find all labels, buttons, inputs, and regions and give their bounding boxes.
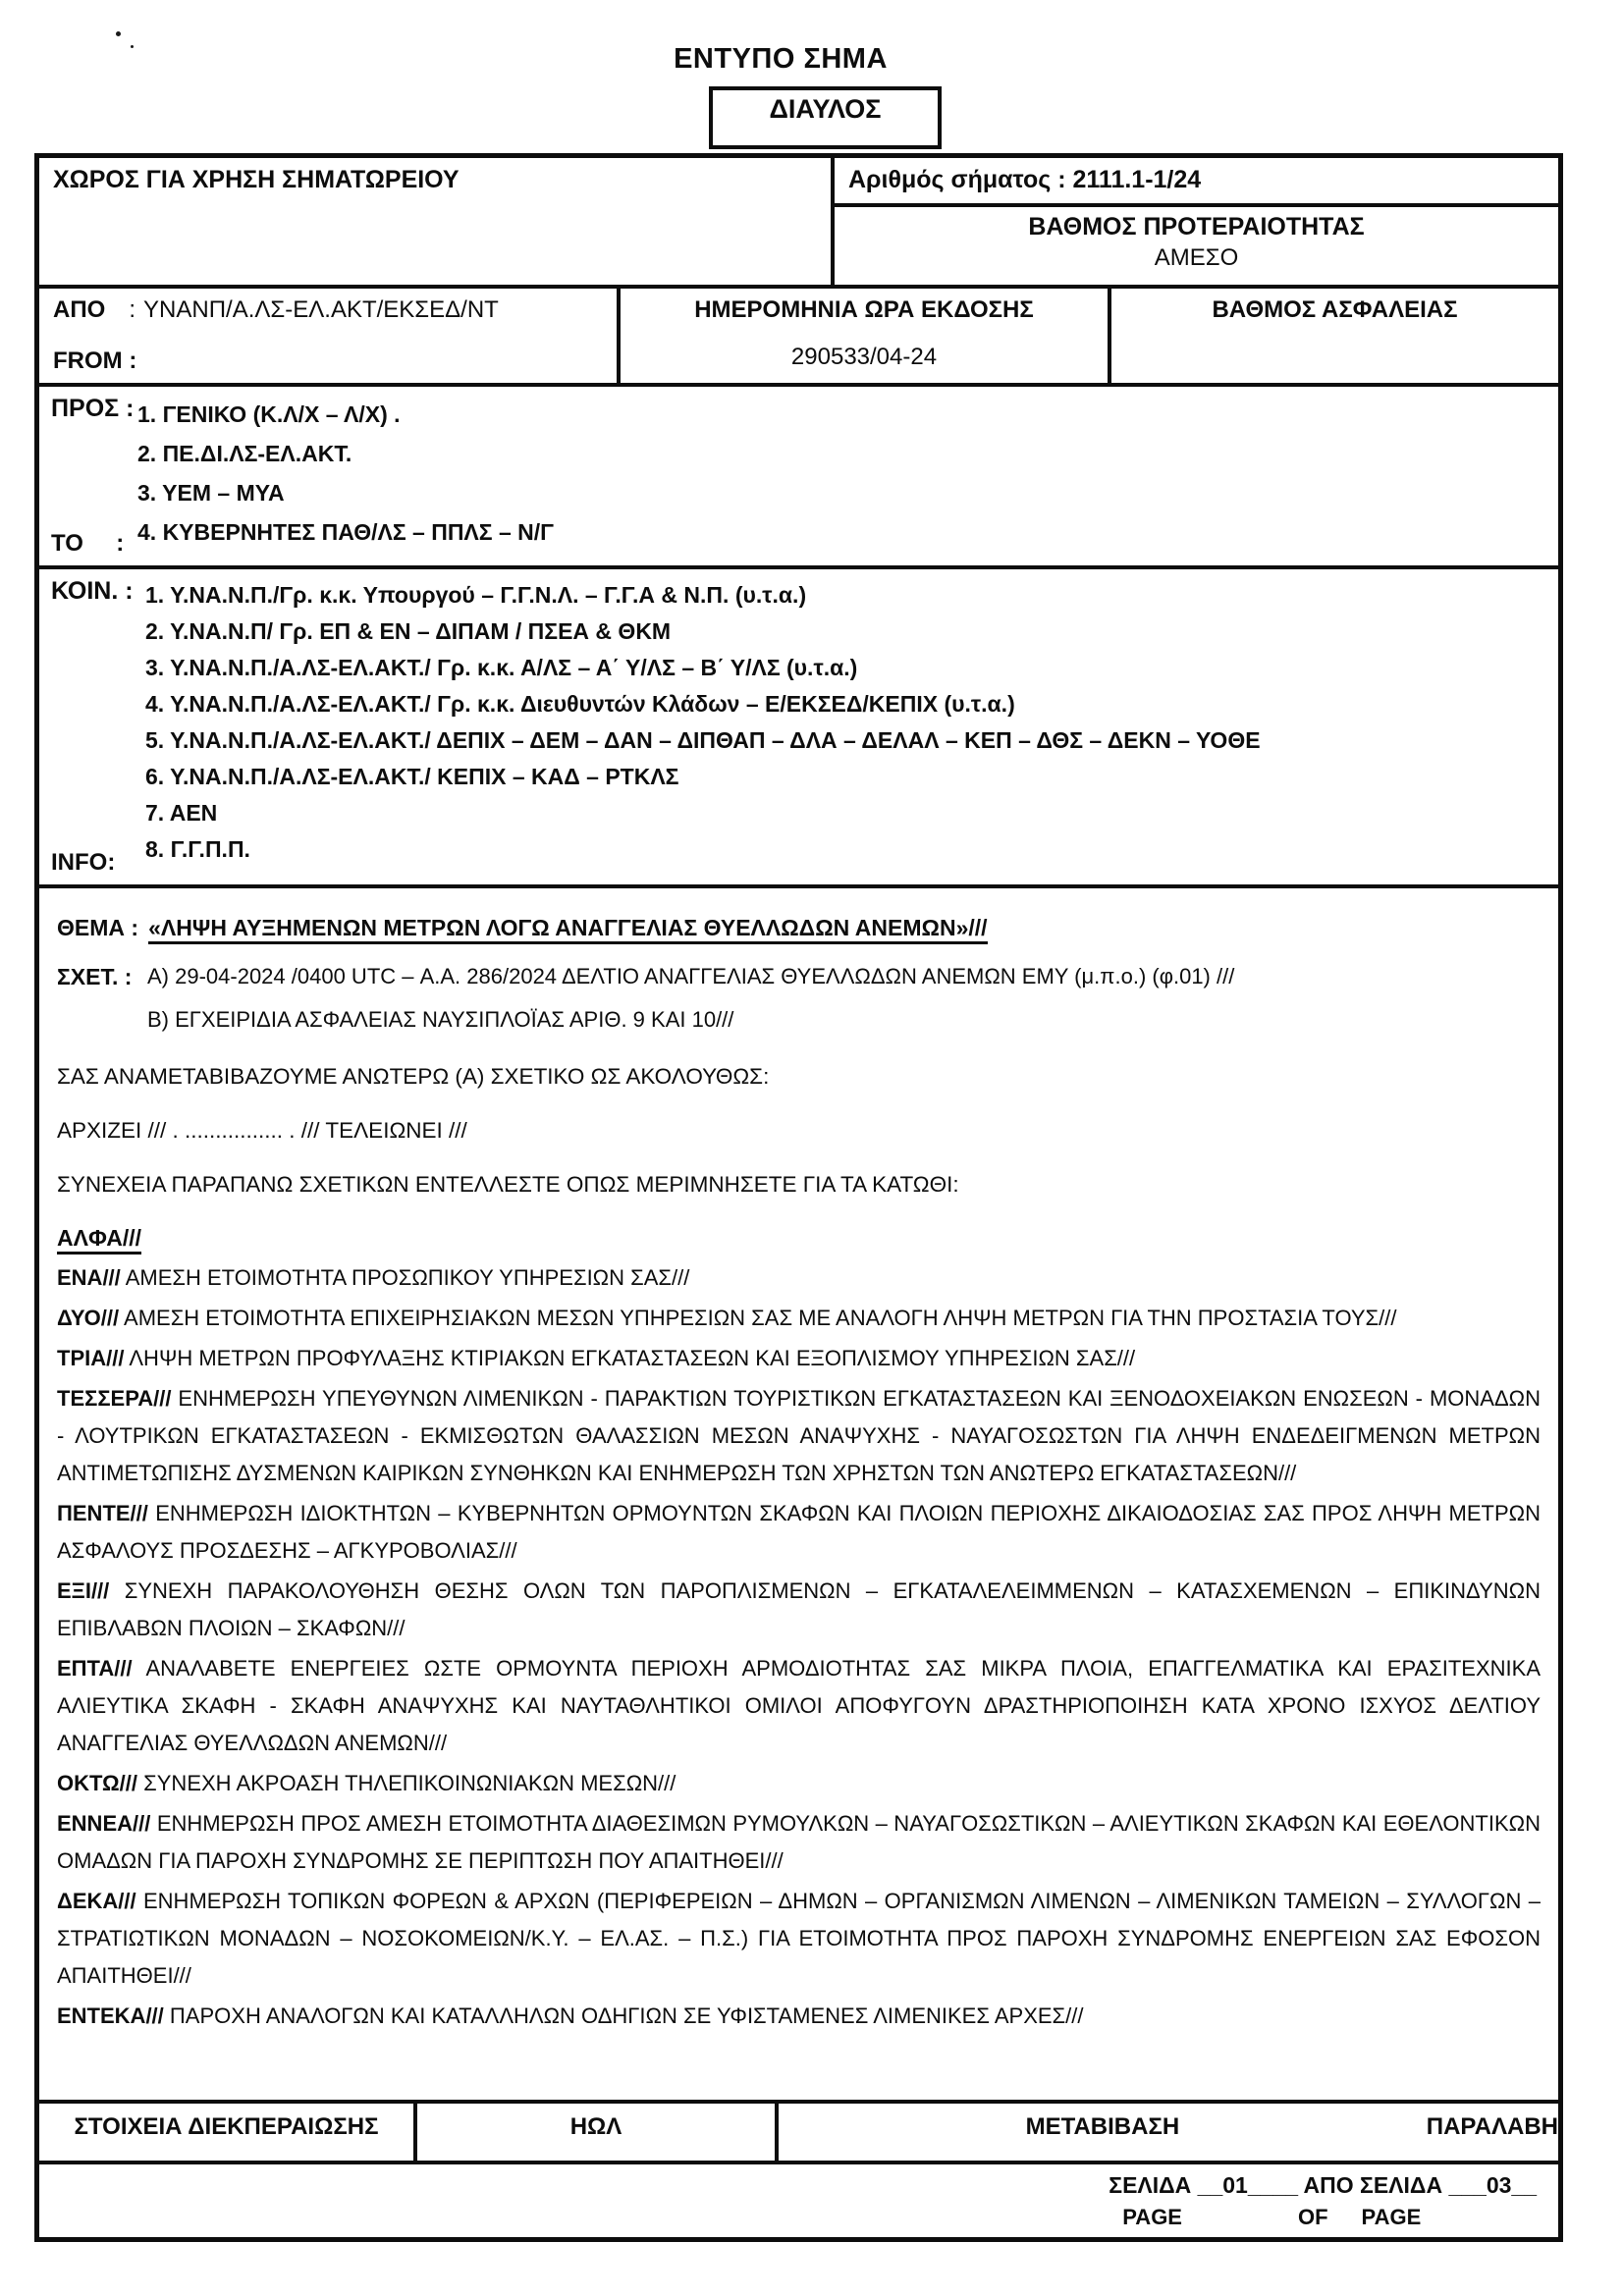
directive-paragraph: [57, 1380, 1541, 1492]
directive-text: ΕΝΗΜΕΡΩΣΗ ΙΔΙΟΚΤΗΤΩΝ – ΚΥΒΕΡΝΗΤΩΝ ΟΡΜΟΥΝΤΩΝ ΣΚΑΦΩΝ ΚΑΙ ΠΛΟΙΩΝ ΠΕΡΙΟΧΗΣ ΔΙΚΑΙΟΔΟΣΙΑΣ ΣΑΣ ΠΡΟΣ ΛΗΨΗ ΜΕΤΡΩΝ ΑΣΦΑΛΟΥΣ ΠΡΟΣΔΕΣΗΣ – ΑΓΚΥΡΟΒΟΛΙΑΣ///: [57, 1501, 1541, 1563]
footer-column-header: ΣΤΟΙΧΕΙΑ ΔΙΕΚΠΕΡΑΙΩΣΗΣ: [39, 2104, 417, 2161]
body-intro: [57, 1058, 1541, 1203]
directive-paragraph: [57, 1259, 1541, 1297]
to-list-item: 1. ΓΕΝΙΚΟ (Κ.Λ/Χ – Λ/Χ) .: [137, 401, 401, 427]
body-intro-line: ΣΥΝΕΧΕΙΑ ΠΑΡΑΠΑΝΩ ΣΧΕΤΙΚΩΝ ΕΝΤΕΛΛΕΣΤΕ ΟΠΩΣ ΜΕΡΙΜΝΗΣΕΤΕ ΓΙΑ ΤΑ ΚΑΤΩΘΙ:: [57, 1172, 959, 1197]
directive-paragraph: [57, 1340, 1541, 1377]
to-label-gr: ΠΡΟΣ :: [51, 395, 135, 422]
of-word: OF: [1297, 2205, 1328, 2229]
to-label-en: ΤΟ :: [51, 530, 125, 557]
page-line-english: [1109, 2205, 1537, 2230]
to-list: [137, 395, 1558, 552]
directive-text: ΕΝΗΜΕΡΩΣΗ ΥΠΕΥΘΥΝΩΝ ΛΙΜΕΝΙΚΩΝ - ΠΑΡΑΚΤΙΩΝ ΤΟΥΡΙΣΤΙΚΩΝ ΕΓΚΑΤΑΣΤΑΣΕΩΝ ΚΑΙ ΞΕΝΟΔΟΧΕΙΑΚΩΝ ΕΝΩΣΕΩΝ - ΜΟΝΑΔΩΝ - ΛΟΥΤΡΙΚΩΝ ΕΓΚΑΤΑΣΤΑΣΕΩΝ - ΕΚΜΙΣΘΩΤΩΝ ΘΑΛΑΣΣΙΩΝ ΜΕΣΩΝ ΑΝΑΨΥΧΗΣ - ΝΑΥΑΓΟΣΩΣΤΩΝ ΓΙΑ ΛΗΨΗ ΕΝΔΕΔΕΙΓΜΕΝΩΝ ΜΕΤΡΩΝ ΑΝΤΙΜΕΤΩΠΙΣΗΣ ΔΥΣΜΕΝΩΝ ΚΑΙΡΙΚΩΝ ΣΥΝΘΗΚΩΝ ΚΑΙ ΕΝΗΜΕΡΩΣΗ ΤΩΝ ΧΡΗΣΤΩΝ ΤΩΝ ΑΝΩΤΕΡΩ ΕΓΚΑΤΑΣΤΑΣΕΩΝ///: [57, 1386, 1541, 1485]
signal-number-label: Αριθμός σήματος :: [848, 166, 1066, 193]
directive-keyword: ΕΝΑ///: [57, 1265, 121, 1290]
security-classification-label: ΒΑΘΜΟΣ ΑΣΦΑΛΕΙΑΣ: [1212, 296, 1458, 323]
signal-station-area-cell: [39, 158, 835, 285]
copy-list-item: 7. ΑΕΝ: [145, 800, 218, 826]
directive-keyword: ΕΝΤΕΚΑ///: [57, 2003, 164, 2028]
directive-paragraph: [57, 1573, 1541, 1647]
page-word: PAGE: [1122, 2205, 1182, 2229]
message-body: [39, 888, 1558, 2104]
directive-text: ΣΥΝΕΧΗ ΠΑΡΑΚΟΛΟΥΘΗΣΗ ΘΕΣΗΣ ΟΛΩΝ ΤΩΝ ΠΑΡΟΠΛΙΣΜΕΝΩΝ – ΕΓΚΑΤΑΛΕΛΕΙΜΜΕΝΩΝ – ΚΑΤΑΣΧΕΜΕΝΩΝ – ΕΠΙΚΙΝΔΥΝΩΝ ΕΠΙΒΛΑΒΩΝ ΠΛΟΙΩΝ – ΣΚΑΦΩΝ///: [57, 1578, 1541, 1640]
directive-text: ΣΥΝΕΧΗ ΑΚΡΟΑΣΗ ΤΗΛΕΠΙΚΟΙΝΩΝΙΑΚΩΝ ΜΕΣΩΝ///: [143, 1771, 676, 1795]
directive-text: ΑΜΕΣΗ ΕΤΟΙΜΟΤΗΤΑ ΠΡΟΣΩΠΙΚΟΥ ΥΠΗΡΕΣΙΩΝ ΣΑΣ///: [125, 1265, 690, 1290]
directive-text: ΑΜΕΣΗ ΕΤΟΙΜΟΤΗΤΑ ΕΠΙΧΕΙΡΗΣΙΑΚΩΝ ΜΕΣΩΝ ΥΠΗΡΕΣΙΩΝ ΣΑΣ ΜΕ ΑΝΑΛΟΓΗ ΛΗΨΗ ΜΕΤΡΩΝ ΓΙΑ ΤΗΝ ΠΡΟΣΤΑΣΙΑ ΤΟΥΣ///: [124, 1306, 1397, 1330]
signal-number-value: 2111.1-1/24: [1072, 166, 1202, 193]
page-line-greek: ΣΕΛΙΔΑ __01____ ΑΠΟ ΣΕΛΙΔΑ ___03__: [1109, 2172, 1537, 2198]
signal-station-area-label: ΧΩΡΟΣ ΓΙΑ ΧΡΗΣΗ ΣΗΜΑΤΩΡΕΙΟΥ: [53, 166, 460, 193]
copy-list-item: 2. Υ.ΝΑ.Ν.Π/ Γρ. ΕΠ & ΕΝ – ΔΙΠΑΜ / ΠΣΕΑ & ΘΚΜ: [145, 618, 672, 644]
directive-keyword: ΤΕΣΣΕΡΑ///: [57, 1386, 172, 1411]
directive-paragraph: [57, 1883, 1541, 1995]
from-value: ΥΝΑΝΠ/Α.ΛΣ-ΕΛ.ΑΚΤ/ΕΚΣΕΔ/ΝΤ: [143, 296, 499, 323]
directive-keyword: ΠΕΝΤΕ///: [57, 1501, 148, 1525]
directive-keyword: ΔΕΚΑ///: [57, 1889, 136, 1913]
directive-keyword: ΕΞΙ///: [57, 1578, 110, 1603]
directive-text: ΕΝΗΜΕΡΩΣΗ ΠΡΟΣ ΑΜΕΣΗ ΕΤΟΙΜΟΤΗΤΑ ΔΙΑΘΕΣΙΜΩΝ ΡΥΜΟΥΛΚΩΝ – ΝΑΥΑΓΟΣΩΣΤΙΚΩΝ – ΑΛΙΕΥΤΙΚΩΝ ΣΚΑΦΩΝ ΚΑΙ ΕΘΕΛΟΝΤΙΚΩΝ ΟΜΑΔΩΝ ΓΙΑ ΠΑΡΟΧΗ ΣΥΝΔΡΟΜΗΣ ΣΕ ΠΕΡΙΠΤΩΣΗ ΠΟΥ ΑΠΑΙΤΗΘΕΙ///: [57, 1811, 1541, 1873]
header-row: [39, 158, 1558, 289]
copy-list-item: 5. Υ.ΝΑ.Ν.Π./Α.ΛΣ-ΕΛ.ΑΚΤ./ ΔΕΠΙΧ – ΔΕΜ – ΔΑΝ – ΔΙΠΘΑΠ – ΔΛΑ – ΔΕΛΑΛ – ΚΕΠ – ΔΘΣ – ΔΕΚΝ – ΥΟΘΕ: [145, 727, 1261, 753]
directives-list: [57, 1259, 1541, 2035]
references-list: [147, 955, 1234, 1041]
directive-keyword: ΕΝΝΕΑ///: [57, 1811, 151, 1836]
to-list-item: 3. ΥΕΜ – ΜΥΑ: [137, 480, 285, 506]
copy-list-item: 1. Υ.ΝΑ.Ν.Π./Γρ. κ.κ. Υπουργού – Γ.Γ.Ν.Λ. – Γ.Γ.Α & Ν.Π. (υ.τ.α.): [145, 582, 807, 608]
directive-text: ΑΝΑΛΑΒΕΤΕ ΕΝΕΡΓΕΙΕΣ ΩΣΤΕ ΟΡΜΟΥΝΤΑ ΠΕΡΙΟΧΗ ΑΡΜΟΔΙΟΤΗΤΑΣ ΣΑΣ ΜΙΚΡΑ ΠΛΟΙΑ, ΕΠΑΓΓΕΛΜΑΤΙΚΑ ΚΑΙ ΕΡΑΣΙΤΕΧΝΙΚΑ ΑΛΙΕΥΤΙΚΑ ΣΚΑΦΗ - ΣΚΑΦΗ ΑΝΑΨΥΧΗΣ ΚΑΙ ΝΑΥΤΑΘΛΗΤΙΚΟΙ ΟΜΙΛΟΙ ΑΠΟΦΥΓΟΥΝ ΔΡΑΣΤΗΡΙΟΠΟΙΗΣΗ ΚΑΤΑ ΧΡΟΝΟ ΙΣΧΥΟΣ ΔΕΛΤΙΟΥ ΑΝΑΓΓΕΛΙΑΣ ΘΥΕΛΛΩΔΩΝ ΑΝΕΜΩΝ///: [57, 1656, 1542, 1755]
page-numbers: [1109, 2172, 1537, 2230]
section-heading-text: ΑΛΦΑ///: [57, 1225, 141, 1255]
from-separator: :: [129, 296, 136, 323]
signal-number: [835, 158, 1558, 207]
subject-text: «ΛΗΨΗ ΑΥΞΗΜΕΝΩΝ ΜΕΤΡΩΝ ΛΟΓΩ ΑΝΑΓΓΕΛΙΑΣ ΘΥΕΛΛΩΔΩΝ ΑΝΕΜΩΝ»///: [148, 915, 987, 944]
copy-label-gr: ΚΟΙΝ. :: [51, 577, 134, 605]
directive-keyword: ΕΠΤΑ///: [57, 1656, 133, 1681]
directive-paragraph: [57, 1805, 1541, 1880]
priority-cell: [835, 207, 1558, 285]
directive-text: ΠΑΡΟΧΗ ΑΝΑΛΟΓΩΝ ΚΑΙ ΚΑΤΑΛΛΗΛΩΝ ΟΔΗΓΙΩΝ ΣΕ ΥΦΙΣΤΑΜΕΝΕΣ ΛΙΜΕΝΙΚΕΣ ΑΡΧΕΣ///: [169, 2003, 1084, 2028]
to-block: [39, 387, 1558, 569]
origin-row: [39, 289, 1558, 387]
from-label-en: FROM :: [53, 347, 137, 374]
subject-label: ΘΕΜΑ :: [57, 915, 139, 940]
directive-paragraph: [57, 1300, 1541, 1337]
to-list-item: 2. ΠΕ.ΔΙ.ΛΣ-ΕΛ.ΑΚΤ.: [137, 441, 352, 466]
channel-box: [709, 86, 942, 149]
page-word: PAGE: [1361, 2205, 1422, 2229]
directive-paragraph: [57, 1495, 1541, 1570]
references-label: ΣΧΕΤ. :: [57, 964, 133, 989]
directive-paragraph: [57, 1650, 1541, 1762]
references-block: [57, 955, 1541, 1041]
directive-text: ΕΝΗΜΕΡΩΣΗ ΤΟΠΙΚΩΝ ΦΟΡΕΩΝ & ΑΡΧΩΝ (ΠΕΡΙΦΕΡΕΙΩΝ – ΔΗΜΩΝ – ΟΡΓΑΝΙΣΜΩΝ ΛΙΜΕΝΩΝ – ΛΙΜΕΝΙΚΩΝ ΤΑΜΕΙΩΝ – ΣΥΛΛΟΓΩΝ – ΣΤΡΑΤΙΩΤΙΚΩΝ ΜΟΝΑΔΩΝ – ΝΟΣΟΚΟΜΕΙΩΝ/Κ.Υ. – ΕΛ.ΑΣ. – Π.Σ.) ΓΙΑ ΕΤΟΙΜΟΤΗΤΑ ΠΡΟΣ ΠΑΡΟΧΗ ΣΥΝΔΡΟΜΗΣ ΕΝΕΡΓΕΙΩΝ ΣΑΣ ΕΦΟΣΟΝ ΑΠΑΙΤΗΘΕΙ///: [57, 1889, 1541, 1988]
priority-label: ΒΑΘΜΟΣ ΠΡΟΤΕΡΑΙΟΤΗΤΑΣ: [1028, 213, 1365, 240]
priority-value: ΑΜΕΣΟ: [1154, 244, 1239, 271]
copy-label-en: INFO:: [51, 849, 116, 876]
footer-table-header: [39, 2104, 1558, 2164]
copy-list-item: 3. Υ.ΝΑ.Ν.Π./Α.ΛΣ-ΕΛ.ΑΚΤ./ Γρ. κ.κ. Α/ΛΣ – Α΄ Υ/ΛΣ – Β΄ Υ/ΛΣ (υ.τ.α.): [145, 655, 858, 680]
copy-list-item: 4. Υ.ΝΑ.Ν.Π./Α.ΛΣ-ΕΛ.ΑΚΤ./ Γρ. κ.κ. Διευθυντών Κλάδων – Ε/ΕΚΣΕΔ/ΚΕΠΙΧ (υ.τ.α.): [145, 691, 1015, 717]
copy-list: [145, 577, 1558, 868]
issue-datetime-cell: [621, 289, 1111, 383]
from-cell: [39, 289, 621, 383]
form-title: ΕΝΤΥΠΟ ΣΗΜΑ: [674, 43, 888, 75]
security-classification-cell: [1111, 289, 1558, 383]
directive-paragraph: [57, 1765, 1541, 1802]
copy-list-item: 8. Γ.Γ.Π.Π.: [145, 836, 250, 862]
directive-keyword: ΟΚΤΩ///: [57, 1771, 138, 1795]
directive-keyword: ΤΡΙΑ///: [57, 1346, 125, 1370]
directive-text: ΛΗΨΗ ΜΕΤΡΩΝ ΠΡΟΦΥΛΑΞΗΣ ΚΤΙΡΙΑΚΩΝ ΕΓΚΑΤΑΣΤΑΣΕΩΝ ΚΑΙ ΕΞΟΠΛΙΣΜΟΥ ΥΠΗΡΕΣΙΩΝ ΣΑΣ///: [129, 1346, 1136, 1370]
copy-list-item: 6. Υ.ΝΑ.Ν.Π./Α.ΛΣ-ΕΛ.ΑΚΤ./ ΚΕΠΙΧ – ΚΑΔ – ΡΤΚΛΣ: [145, 764, 679, 789]
from-line: [53, 296, 603, 324]
reference-item: Β) ΕΓΧΕΙΡΙΔΙΑ ΑΣΦΑΛΕΙΑΣ ΝΑΥΣΙΠΛΟΪΑΣ ΑΡΙΘ. 9 ΚΑΙ 10///: [147, 1007, 734, 1032]
issue-datetime-label: ΗΜΕΡΟΜΗΝΙΑ ΩΡΑ ΕΚΔΟΣΗΣ: [694, 296, 1034, 323]
section-heading: [57, 1219, 1541, 1256]
footer-column-header: ΠΑΡΑΛΑΒΗ: [1426, 2113, 1558, 2140]
directive-keyword: ΔΥΟ///: [57, 1306, 120, 1330]
directive-paragraph: [57, 1998, 1541, 2035]
issue-datetime-value: 290533/04-24: [790, 344, 938, 370]
scan-artifact: [116, 31, 121, 36]
reference-item: Α) 29-04-2024 /0400 UTC – Α.Α. 286/2024 ΔΕΛΤΙΟ ΑΝΑΓΓΕΛΙΑΣ ΘΥΕΛΛΩΔΩΝ ΑΝΕΜΩΝ ΕΜΥ (μ.π.ο.) (φ.01) ///: [147, 964, 1235, 988]
page-strip: [39, 2164, 1558, 2237]
body-intro-line: ΣΑΣ ΑΝΑΜΕΤΑΒΙΒΑΖΟΥΜΕ ΑΝΩΤΕΡΩ (Α) ΣΧΕΤΙΚΟ ΩΣ ΑΚΟΛΟΥΘΩΣ:: [57, 1064, 770, 1089]
subject-line: [57, 908, 1541, 947]
copy-block: [39, 569, 1558, 888]
channel-label: ΔΙΑΥΛΟΣ: [769, 94, 882, 124]
footer-column-header: ΜΕΤΑΒΙΒΑΣΗ: [1025, 2113, 1180, 2140]
signal-form-table: [34, 153, 1563, 2242]
signal-number-priority-cell: [835, 158, 1558, 285]
to-list-item: 4. ΚΥΒΕΡΝΗΤΕΣ ΠΑΘ/ΛΣ – ΠΠΛΣ – Ν/Γ: [137, 519, 554, 545]
body-intro-line: ΑΡΧΙΖΕΙ /// . ................ . /// ΤΕΛΕΙΩΝΕΙ ///: [57, 1118, 467, 1143]
footer-column-header: ΗΩΛ: [417, 2104, 779, 2161]
from-label: ΑΠΟ: [53, 296, 106, 323]
